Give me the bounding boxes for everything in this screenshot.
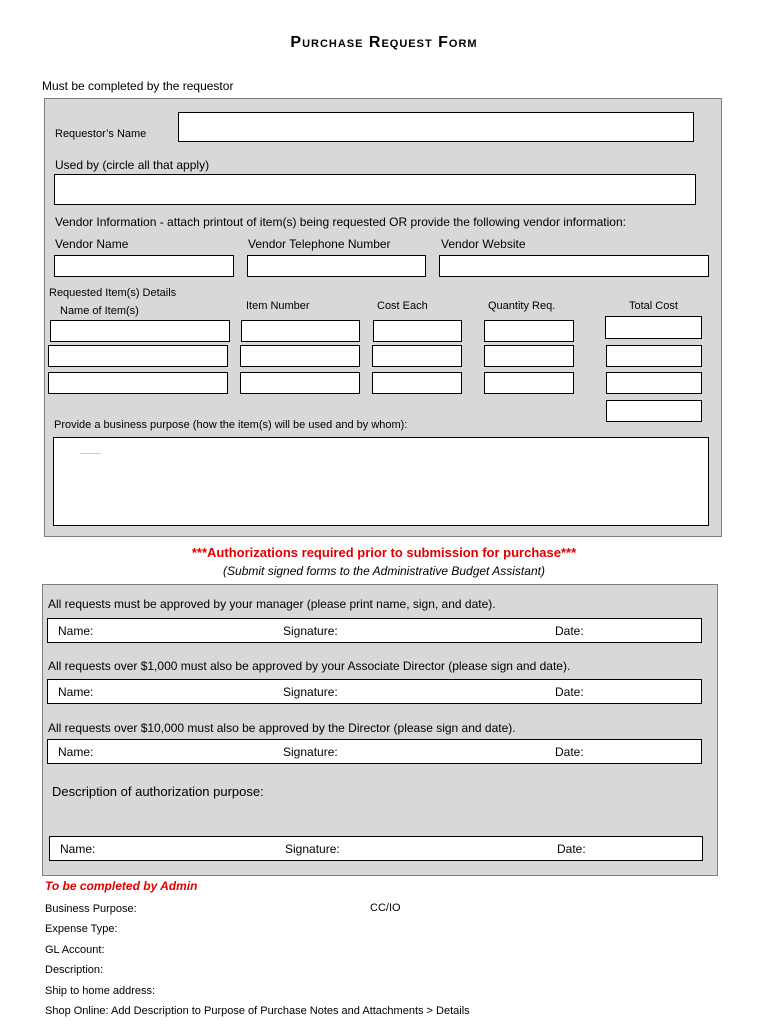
requestor-name-input[interactable] <box>178 112 694 142</box>
vendor-name-label: Vendor Name <box>55 237 129 251</box>
quantity-input-3[interactable] <box>484 372 574 394</box>
cost-each-input-2[interactable] <box>372 345 462 367</box>
authorization-note: (Submit signed forms to the Administrative Budget Assistant) <box>223 564 545 578</box>
manager-date-label: Date: <box>555 624 584 638</box>
item-number-input-2[interactable] <box>240 345 360 367</box>
admin-expense-type: Expense Type: <box>45 923 118 935</box>
cost-each-input-1[interactable] <box>373 320 462 342</box>
col-item-number: Item Number <box>246 300 310 312</box>
authorization-description-label: Description of authorization purpose: <box>52 784 264 799</box>
item-number-input-1[interactable] <box>241 320 360 342</box>
total-cost-input-2[interactable] <box>606 345 702 367</box>
director-date-label: Date: <box>555 745 584 759</box>
description-signature-row[interactable] <box>49 836 703 861</box>
col-total-cost: Total Cost <box>629 300 678 312</box>
authorization-warning: ***Authorizations required prior to submission for purchase*** <box>191 545 577 560</box>
used-by-input[interactable] <box>54 174 696 205</box>
assoc-director-approval-label: All requests over $1,000 must also be approved by your Associate Director (please sign and date). <box>48 659 571 673</box>
vendor-info-label: Vendor Information - attach printout of item(s) being requested OR provide the following vendor information: <box>55 215 626 229</box>
director-signature-row[interactable] <box>47 739 702 764</box>
quantity-input-1[interactable] <box>484 320 574 342</box>
item-name-input-2[interactable] <box>48 345 228 367</box>
col-quantity: Quantity Req. <box>488 300 556 312</box>
vendor-name-input[interactable] <box>54 255 234 277</box>
vendor-phone-input[interactable] <box>247 255 426 277</box>
business-purpose-input[interactable] <box>53 437 709 526</box>
items-section-label: Requested Item(s) Details <box>49 287 177 299</box>
vendor-phone-label: Vendor Telephone Number <box>248 237 391 251</box>
manager-name-label: Name: <box>58 624 94 638</box>
vendor-website-input[interactable] <box>439 255 709 277</box>
col-cost-each: Cost Each <box>377 300 428 312</box>
col-name-of-items: Name of Item(s) <box>60 305 139 317</box>
admin-cc-io: CC/IO <box>370 902 401 914</box>
description-name-label: Name: <box>60 842 96 856</box>
admin-ship-home: Ship to home address: <box>45 985 156 997</box>
description-signature-label: Signature: <box>285 842 340 856</box>
used-by-label: Used by (circle all that apply) <box>55 158 210 172</box>
total-cost-input-1[interactable] <box>605 316 702 339</box>
requestor-name-label: Requestor’s Name <box>55 128 147 140</box>
assoc-director-date-label: Date: <box>555 685 584 699</box>
vendor-website-label: Vendor Website <box>441 237 526 251</box>
manager-signature-label: Signature: <box>283 624 338 638</box>
assoc-director-signature-label: Signature: <box>283 685 338 699</box>
total-cost-sum-input[interactable] <box>606 400 702 422</box>
item-name-input-3[interactable] <box>48 372 228 394</box>
admin-gl-account: GL Account: <box>45 944 105 956</box>
description-date-label: Date: <box>557 842 586 856</box>
admin-shop-online: Shop Online: Add Description to Purpose of Purchase Notes and Attachments > Details <box>45 1005 470 1017</box>
business-purpose-label: Provide a business purpose (how the item(s) will be used and by whom): <box>54 419 408 431</box>
cursor-mark <box>80 453 101 454</box>
quantity-input-2[interactable] <box>484 345 574 367</box>
admin-description: Description: <box>45 964 104 976</box>
director-signature-label: Signature: <box>283 745 338 759</box>
director-approval-label: All requests over $10,000 must also be approved by the Director (please sign and date). <box>48 721 516 735</box>
total-cost-input-3[interactable] <box>606 372 702 394</box>
form-subtitle: Must be completed by the requestor <box>42 79 234 93</box>
item-name-input-1[interactable] <box>50 320 230 342</box>
assoc-director-name-label: Name: <box>58 685 94 699</box>
admin-heading: To be completed by Admin <box>45 879 198 893</box>
manager-signature-row[interactable] <box>47 618 702 643</box>
page-title: Purchase Request Form <box>290 34 478 51</box>
cost-each-input-3[interactable] <box>372 372 462 394</box>
admin-business-purpose: Business Purpose: <box>45 903 137 915</box>
item-number-input-3[interactable] <box>240 372 360 394</box>
director-name-label: Name: <box>58 745 94 759</box>
assoc-director-signature-row[interactable] <box>47 679 702 704</box>
manager-approval-label: All requests must be approved by your manager (please print name, sign, and date). <box>48 597 496 611</box>
